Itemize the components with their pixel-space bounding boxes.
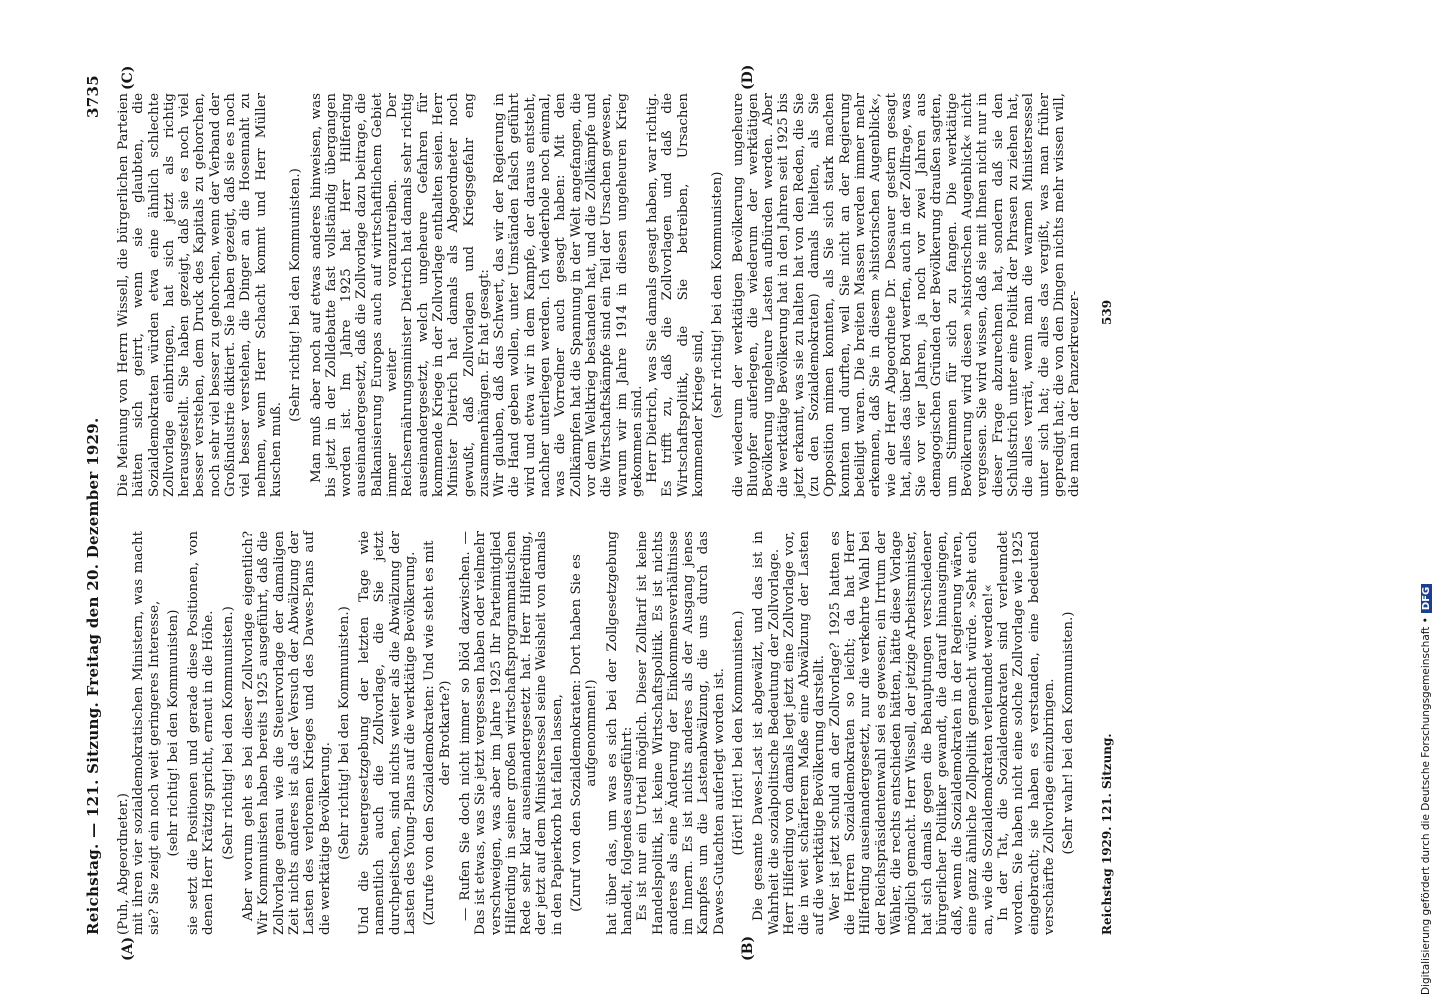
margin-marker-d: (D) <box>740 64 756 90</box>
interjection: (Zurufe von den Sozialdemokraten: Und wie steht es mit der Brotkarte?) <box>422 540 453 926</box>
paragraph: Die Meinung von Herrn Wissell, die bürgerlichen Parteien hätten sich geirrt, wenn sie glaubten, die Sozialdemokraten würden etwa eine ähnlich schlechte Zollvorlage einbringen, hat sich jetzt als richtig herausgestellt. Sie haben gezeigt, daß sie es noch viel besser verstehen, dem Druck des Kapitals zu gehorchen, noch sehr viel besser zu gehorchen, wenn der Verband der Großindustrie diktiert. Sie haben gezeigt, daß sie es noch viel besser verstehen, die Dinger an die Hosennaht zu nehmen, wenn Herr Schacht kommt und Herr Müller kuschen muß. <box>116 93 284 497</box>
interjection: (Sehr richtig! bei den Kommunisten.) <box>288 168 304 422</box>
paragraph: hat über das, um was es sich bei der Zollgesetzgebung handelt, folgendes ausgeführt: <box>604 531 635 935</box>
paragraph: Wir glauben, daß das Schwert, das wir der Regierung in die Hand geben wollen, unter Umständen falsch geführt wird und etwa wir in dem Kampfe, der daraus entsteht, nachher unterliegen werden. Ich wiederhole noch einmal, was die Vorredner auch gesagt haben: Mit den Zollkämpfen hat die Spannung in der Welt angefangen, die vor dem Weltkrieg bestanden hat, und die Zollkämpfe und die Wirtschaftskämpfe sind ein Teil der Ursachen gewesen, warum wir im Jahre 1914 in diesen ungeheuren Krieg gekommen sind. <box>492 93 645 497</box>
header-title: Reichstag. — 121. Sitzung. Freitag den 20. Dezember 1929. <box>84 417 102 935</box>
paragraph: Und die Steuergesetzgebung der letzten Tage wie namentlich auch die Zollvorlage, die Sie jetzt durchpeitschen, sind nichts weiter als die Abwälzung der Lasten des Young-Plans auf die werktätige Bevölkerung. <box>357 531 419 935</box>
interjection: (Sehr richtig! bei den Kommunisten.) <box>220 606 236 860</box>
paragraph: Herr Hilferding von damals legt jetzt eine Zollvorlage vor, die in weit schärferem Maße eine Abwälzung der Lasten auf die werktätige Bevölkerung darstellt. <box>781 531 828 935</box>
paragraph: (Puh, Abgeordneter.) <box>116 792 131 935</box>
paragraph: In der Tat, die Sozialdemokraten sind verleumdet worden. Sie haben nicht eine solche Zollvorlage wie 1925 eingebracht; sie haben es verstanden, eine bedeutend verschärfte Zollvorlage einzubringen. <box>996 531 1057 935</box>
interjection: (Hört! Hört! bei den Kommunisten.) <box>730 610 746 856</box>
paragraph: Wer ist jetzt schuld an der Zollvorlage? 1925 hatten es die Herren Sozialdemokraten so leicht; da hat Herr Hilferding auseinandergesetzt, nur die verkehrte Wahl bei der Reichspräsidentenwahl sei es gewesen; ein Irrtum der Wähler, die rechts entschieden hätten, hätte diese Vorlage möglich gemacht. Herr Wissell, der jetzige Arbeitsminister, hat sich damals gegen die Behauptungen verschiedener bürgerlicher Politiker gewandt, die darauf hinausgingen, daß, wenn die Sozialdemokraten in der Regierung wären, eine ganz ähnliche Zollpolitik gemacht würde. »Seht euch an, wie die Sozialdemokraten verleumdet werden!« <box>827 531 996 935</box>
paragraph: sie setzt die Positionen und gerade diese Positionen, von denen Herr Krätzig spricht, erneut in die Höhe. <box>186 531 217 935</box>
margin-marker-a: (A) <box>120 936 136 961</box>
interjection: (sehr richtig! bei den Kommunisten) <box>710 171 726 419</box>
paragraph: die wiederum der werktätigen Bevölkerung ungeheure Blutopfer auferlegen, die wiederum der werktätigen Bevölkerung ungeheure Lasten aufbürden werden. Aber die werktätige Bevölkerung hat in den Jahren seit 1925 bis jetzt erkannt, was sie zu halten hat von den Reden, die Sie (zu den Sozialdemokraten) damals hielten, als Sie Opposition mimen konnten, als Sie sich stark machen konnten und durften, weil Sie nicht an der Regierung beteiligt waren. Die breiten Massen werden immer mehr erkennen, daß Sie in diesem »historischen Augenblick«, wie der Herr Abgeordnete Dr. Dessauer gestern gesagt hat, alles das über Bord werfen, auch in der Zollfrage, was Sie vor vier Jahren, ja noch vor zwei Jahren aus demagogischen Gründen der Bevölkerung draußen sagten, um Stimmen für sich zu fangen. Die werktätige Bevölkerung wird diesen »historischen Augenblick« nicht vergessen. Sie wird wissen, daß sie mit Ihnen nicht nur in dieser Frage abzurechnen hat, sondern daß sie den Schlußstrich unter eine Politik der Phrasen zu ziehen hat, die alles verrät, wenn man die warmen Ministersessel unter sich hat; die alles das vergißt, was man früher gepredigt hat; die von den Dingen nichts mehr wissen will, die man in der Panzerkreuzer- <box>730 93 1083 497</box>
header-page-number: 3735 <box>84 75 102 118</box>
interjection: (Sehr wahr! bei den Kommunisten.) <box>1061 611 1077 855</box>
paragraph: Man muß aber noch auf etwas anderes hinweisen, was bis jetzt in der Zolldebatte fast vollständig übergangen worden ist. Im Jahre 1925 hat Herr Hilferding auseinandergesetzt, daß die Zollvorlage dazu beitrage, die Balkanisierung Europas auch auf wirtschaftlichem Gebiet immer weiter voranzutreiben. Der Reichsernährungsminister Dietrich hat damals sehr richtig auseinandergesetzt, welch ungeheure Gefahren für kommende Kriege in der Zollvorlage enthalten seien. Herr Minister Dietrich hat damals als Abgeordneter noch gewußt, daß Zollvorlagen und Kriegsgefahr eng zusammenhängen. Er hat gesagt: <box>308 93 492 497</box>
newspaper-page <box>80 64 1400 961</box>
paragraph: Aber worum geht es bei dieser Zollvorlage eigentlich? Wir Kommunisten haben bereits 1925 ausgeführt, daß die Zollvorlage genau wie die Steuervorlage der damaligen Zeit nichts anderes ist als der Versuch der Abwälzung der Lasten des verlorenen Krieges und des Dawes-Plans auf die werktätige Bevölkerung. <box>241 531 333 935</box>
right-column <box>116 93 1082 497</box>
footer-note: Reichstag 1929. 121. Sitzung. <box>1100 733 1114 935</box>
paragraph: Die gesamte Dawes-Last ist abgewälzt, und das ist in Wahrheit die sozialpolitische Bedeutung der Zollvorlage. <box>751 531 782 935</box>
dfg-note-text: Digitalisierung gefördert durch die Deutsche Forschungsgemeinschaft • <box>1420 617 1432 995</box>
left-column <box>116 531 1082 935</box>
dfg-logo: DFG <box>1421 584 1432 613</box>
paragraph: — Rufen Sie doch nicht immer so blöd dazwischen. — Das ist etwas, was Sie jetzt vergessen haben oder vielmehr verschweigen, was aber im Jahre 1925 Ihr Parteimitglied Hilferding in seiner großen wirtschaftsprogrammatischen Rede sehr klar auseinandergesetzt hat. Herr Hilferding, der jetzt auf dem Ministersessel seine Weisheit von damals in den Papierkorb hat fallen lassen, <box>457 531 565 935</box>
interjection: (Sehr richtig! bei den Kommunisten.) <box>336 606 352 860</box>
margin-marker-b: (B) <box>740 935 756 961</box>
paragraph: Es ist nur ein Urteil möglich. Dieser Zolltarif ist keine Handelspolitik, ist keine Wirtschaftspolitik. Es ist nichts anderes als eine Änderung der Einkommensverhältnisse im Innern. Es ist nichts anderes als der Ausgang jenes Kampfes um die Lastenabwälzung, die uns durch das Dawes-Gutachten auferlegt worden ist. <box>635 531 727 935</box>
paragraph: mit ihren vier sozialdemokratischen Ministern, was macht sie? Sie zeigt ein noch weit geringeres Interesse, <box>131 531 162 935</box>
dfg-funding-note <box>1420 5 1434 995</box>
interjection: (Zuruf von den Sozialdemokraten: Dort haben Sie es aufgenommen!) <box>569 554 600 912</box>
margin-marker-c: (C) <box>120 65 136 90</box>
footer-page-number: 539 <box>1100 299 1114 325</box>
page-header <box>80 75 110 935</box>
interjection: (sehr richtig! bei den Kommunisten) <box>165 609 181 857</box>
paragraph: Herr Dietrich, was Sie damals gesagt haben, war richtig. Es trifft zu, daß die Zollvorlagen und daß die Wirtschaftspolitik, die Sie betreiben, Ursachen kommender Kriege sind, <box>645 93 706 497</box>
